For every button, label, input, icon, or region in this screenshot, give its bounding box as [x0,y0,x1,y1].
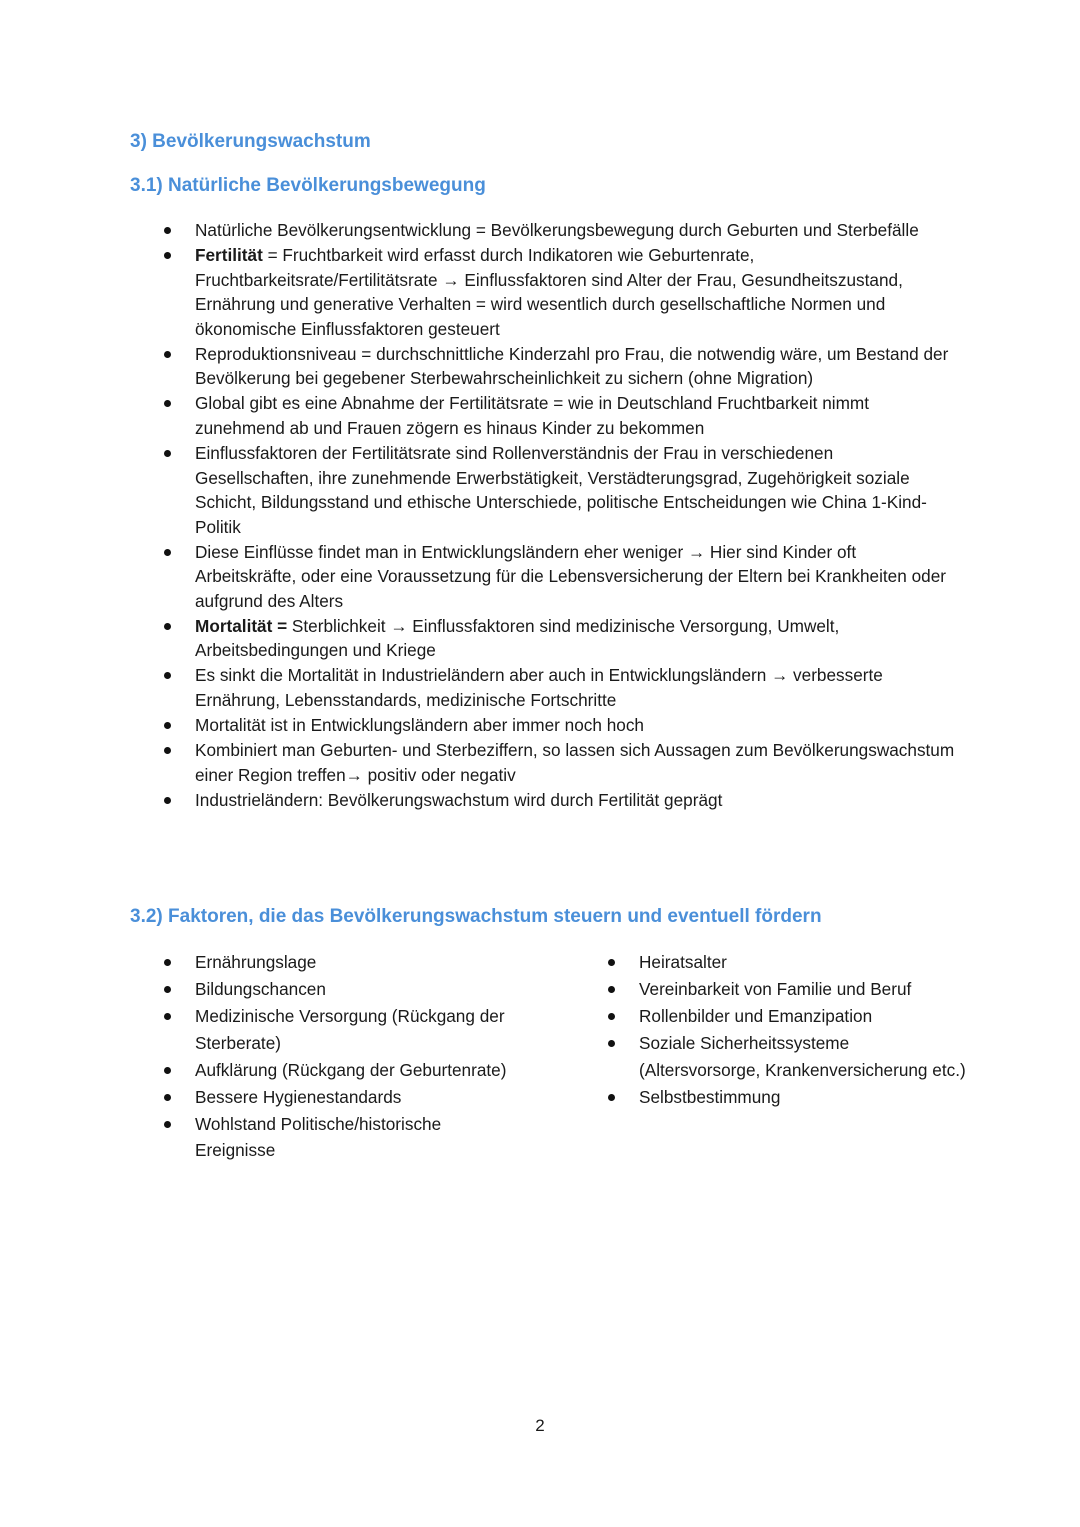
list-item: Soziale Sicherheitssysteme (Altersvorsorge, Krankenversicherung etc.) [639,1030,969,1083]
bullet-icon [164,959,171,966]
list-item: Aufklärung (Rückgang der Geburtenrate) [195,1057,515,1084]
bullet-icon [164,1094,171,1101]
list-item: Mortalität ist in Entwicklungsländern aber immer noch hoch [195,713,955,738]
list-item: Fertilität = Fruchtbarkeit wird erfasst durch Indikatoren wie Geburtenrate, Fruchtbarkeitsrate/Fertilitätsrate → Einflussfaktoren sind Alter der Frau, Gesundheitszustand, Ernährung und generative Verhalten = wird wesentlich durch gesellschaftliche Normen und ökonomische Einflussfaktoren gesteuert [195,243,955,341]
list-item: Ernährungslage [195,949,515,976]
list-item: Kombiniert man Geburten- und Sterbeziffern, so lassen sich Aussagen zum Bevölkerungswachstum einer Region treffen→ positiv oder negativ [195,738,955,787]
list-item: Reproduktionsniveau = durchschnittliche Kinderzahl pro Frau, die notwendig wäre, um Bestand der Bevölkerung bei gegebener Sterbewahrscheinlichkeit zu sichern (ohne Migration) [195,342,955,391]
bullet-icon [164,986,171,993]
subsection-heading-3-2: 3.2) Faktoren, die das Bevölkerungswachstum steuern und eventuell fördern [130,906,822,927]
bullet-icon [164,1013,171,1020]
list-item: Rollenbilder und Emanzipation [639,1003,969,1030]
section-heading: 3) Bevölkerungswachstum [130,131,371,152]
bullet-icon [608,986,615,993]
list-item: Mortalität = Sterblichkeit → Einflussfaktoren sind medizinische Versorgung, Umwelt, Arbeitsbedingungen und Kriege [195,614,955,663]
bullet-icon [608,1094,615,1101]
list-item: Selbstbestimmung [639,1084,969,1111]
bullet-list-factors-right [639,949,969,1111]
bullet-icon [164,747,171,754]
bullet-icon [164,450,171,457]
bullet-icon [608,959,615,966]
list-item: Natürliche Bevölkerungsentwicklung = Bevölkerungsbewegung durch Geburten und Sterbefälle [195,218,955,243]
page-number: 2 [535,1416,545,1435]
bullet-icon [164,549,171,556]
list-item: Einflussfaktoren der Fertilitätsrate sind Rollenverständnis der Frau in verschiedenen Gesellschaften, ihre zunehmende Erwerbstätigkeit, Verstädterungsgrad, Zugehörigkeit soziale Schicht, Bildungsstand und ethische Unterschiede, politische Entscheidungen wie China 1-Kind-Politik [195,441,955,539]
bullet-list-natural-movement [195,218,955,813]
list-item: Global gibt es eine Abnahme der Fertilitätsrate = wie in Deutschland Fruchtbarkeit nimmt zunehmend ab und Frauen zögern es hinaus Kinder zu bekommen [195,391,955,440]
list-item: Es sinkt die Mortalität in Industrieländern aber auch in Entwicklungsländern → verbesserte Ernährung, Lebensstandards, medizinische Fortschritte [195,663,955,712]
bullet-icon [164,672,171,679]
bullet-icon [164,1067,171,1074]
bullet-icon [164,351,171,358]
list-item: Bessere Hygienestandards [195,1084,515,1111]
list-item: Medizinische Versorgung (Rückgang der Sterberate) [195,1003,515,1056]
list-item: Diese Einflüsse findet man in Entwicklungsländern eher weniger → Hier sind Kinder oft Arbeitskräfte, oder eine Voraussetzung für die Lebensversicherung der Eltern bei Krankheiten oder aufgrund des Alters [195,540,955,614]
list-item: Vereinbarkeit von Familie und Beruf [639,976,969,1003]
bullet-icon [164,797,171,804]
bullet-icon [164,623,171,630]
bullet-icon [164,400,171,407]
bullet-icon [608,1013,615,1020]
list-item: Bildungschancen [195,976,515,1003]
bullet-icon [164,252,171,259]
bullet-icon [164,1121,171,1128]
subsection-heading-3-1: 3.1) Natürliche Bevölkerungsbewegung [130,175,486,196]
bullet-icon [164,227,171,234]
list-item: Industrieländern: Bevölkerungswachstum wird durch Fertilität geprägt [195,788,955,813]
bullet-icon [608,1040,615,1047]
list-item: Heiratsalter [639,949,969,976]
list-item: Wohlstand Politische/historische Ereignisse [195,1111,515,1164]
bullet-icon [164,722,171,729]
bullet-list-factors-left [195,949,515,1165]
